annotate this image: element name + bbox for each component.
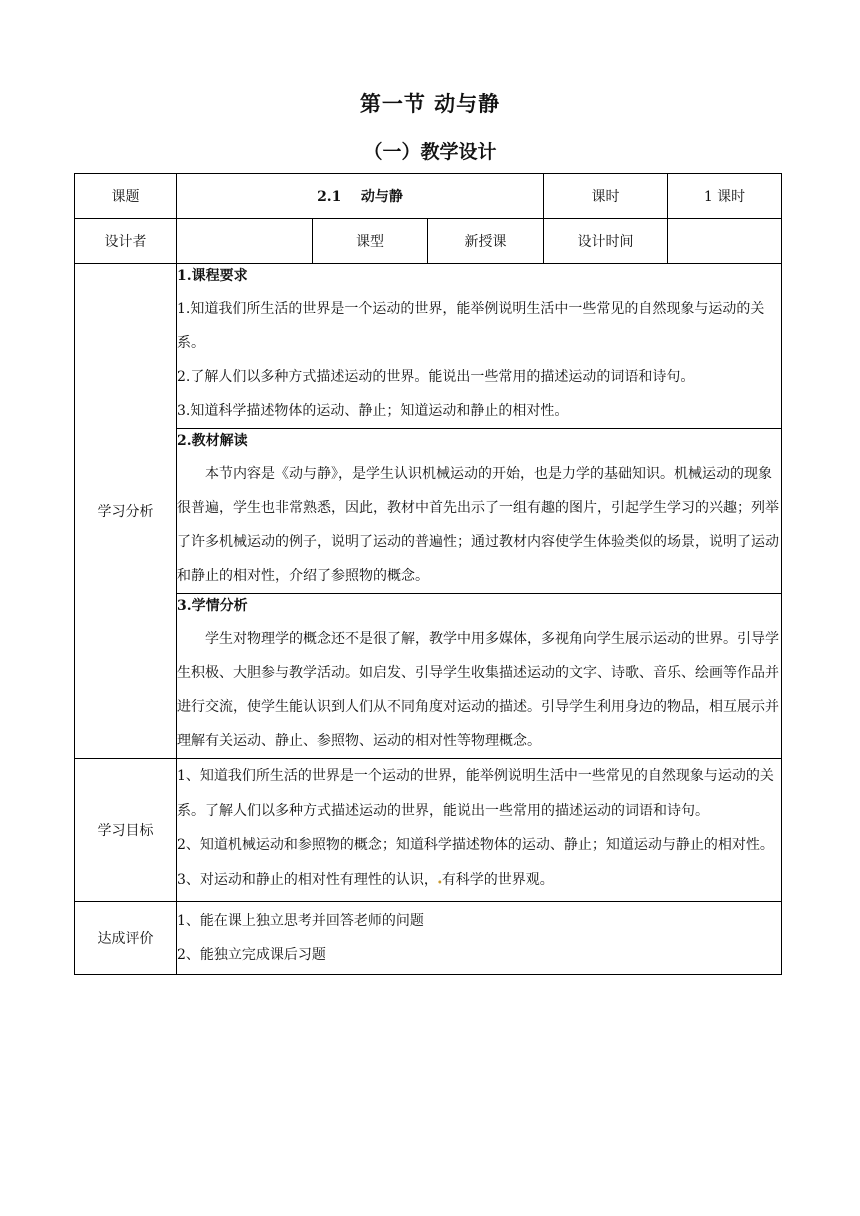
evaluation-item: 2、能独立完成课后习题 bbox=[177, 947, 326, 963]
type-value: 新授课 bbox=[428, 219, 544, 264]
objective-text: 3、对运动和静止的相对性有理性的认识， bbox=[177, 871, 438, 888]
paragraph: 1.知道我们所生活的世界是一个运动的世界，能举例说明生活中一些常见的自然现象与运动的关系。 bbox=[177, 301, 765, 351]
objectives-label: 学习目标 bbox=[75, 759, 177, 902]
period-label: 课时 bbox=[544, 174, 668, 219]
page-subtitle: （一）教学设计 bbox=[363, 141, 497, 163]
paragraph: 本节内容是《动与静》，是学生认识机械运动的开始，也是力学的基础知识。机械运动的现象很普遍，学生也非常熟悉，因此，教材中首先出示了一组有趣的图片，引起学生学习的兴趣；列举了许多机械运动的例子，说明了运动的普遍性；通过教材内容使学生体验类似的场景，说明了运动和静止的相对性，介绍了参照物的概念。 bbox=[177, 466, 779, 584]
table-row bbox=[75, 594, 782, 759]
evaluation-label: 达成评价 bbox=[75, 902, 177, 975]
objective-item bbox=[177, 863, 781, 902]
topic-value: 2.1 动与静 bbox=[177, 174, 544, 219]
section-heading: 1.课程要求 bbox=[177, 268, 248, 284]
stray-mark: • bbox=[436, 877, 443, 889]
analysis-label: 学习分析 bbox=[75, 264, 177, 759]
evaluation-content bbox=[177, 902, 782, 975]
designer-label: 设计者 bbox=[75, 219, 177, 264]
topic-label: 课题 bbox=[75, 174, 177, 219]
paragraph: 学生对物理学的概念还不是很了解，教学中用多媒体，多视角向学生展示运动的世界。引导学生积极、大胆参与教学活动。如启发、引导学生收集描述运动的文字、诗歌、音乐、绘画等作品并进行交流，使学生能认识到人们从不同角度对运动的描述。引导学生利用身边的物品，相互展示并理解有关运动、静止、参照物、运动的相对性等物理概念。 bbox=[177, 631, 779, 749]
table-row bbox=[75, 174, 782, 219]
table-row bbox=[75, 429, 782, 594]
objective-item: 2、知道机械运动和参照物的概念；知道科学描述物体的运动、静止；知道运动与静止的相对性。 bbox=[177, 837, 774, 853]
section-heading: 3.学情分析 bbox=[177, 598, 248, 614]
objective-text: 有科学的世界观。 bbox=[441, 871, 554, 888]
lesson-plan-table bbox=[74, 173, 782, 975]
design-time-label: 设计时间 bbox=[544, 219, 668, 264]
table-row bbox=[75, 902, 782, 975]
page-title: 第一节 动与静 bbox=[359, 92, 501, 116]
paragraph: 3.知道科学描述物体的运动、静止；知道运动和静止的相对性。 bbox=[177, 403, 569, 419]
evaluation-item: 1、能在课上独立思考并回答老师的问题 bbox=[177, 913, 424, 929]
textbook-reading-section bbox=[177, 429, 782, 594]
paragraph: 2.了解人们以多种方式描述运动的世界。能说出一些常用的描述运动的词语和诗句。 bbox=[177, 369, 695, 385]
type-label: 课型 bbox=[313, 219, 428, 264]
student-analysis-section bbox=[177, 594, 782, 759]
course-requirements-section bbox=[177, 264, 782, 429]
design-time-value bbox=[668, 219, 782, 264]
designer-value bbox=[177, 219, 313, 264]
objectives-content bbox=[177, 759, 782, 902]
period-value: 1 课时 bbox=[668, 174, 782, 219]
table-row bbox=[75, 264, 782, 429]
table-row bbox=[75, 219, 782, 264]
section-heading: 2.教材解读 bbox=[177, 433, 248, 449]
objective-item: 1、知道我们所生活的世界是一个运动的世界，能举例说明生活中一些常见的自然现象与运动的关系。了解人们以多种方式描述运动的世界，能说出一些常用的描述运动的词语和诗句。 bbox=[177, 768, 774, 819]
table-row bbox=[75, 759, 782, 902]
